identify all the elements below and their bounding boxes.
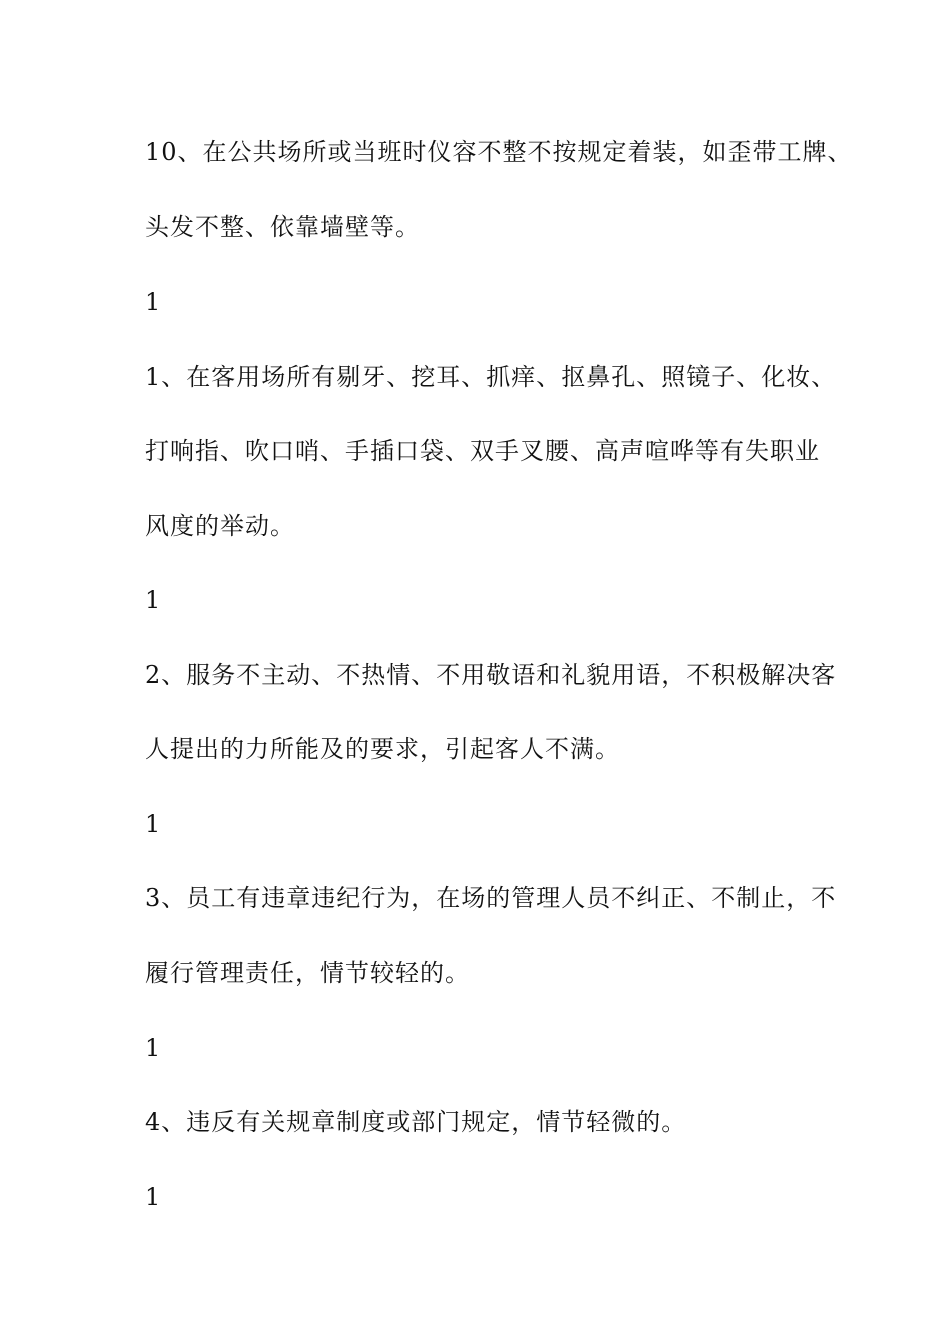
item-1-line-1: 1、在客用场所有剔牙、挖耳、抓痒、抠鼻孔、照镜子、化妆、 — [145, 363, 837, 391]
item-10-line-1: 10、在公共场所或当班时仪容不整不按规定着装，如歪带工牌、 — [145, 138, 853, 166]
item-1-line-3: 风度的举动。 — [145, 512, 295, 540]
score-number: 1 — [145, 1034, 161, 1062]
item-3-line-1: 3、员工有违章违纪行为，在场的管理人员不纠正、不制止，不 — [145, 884, 837, 912]
item-3-line-2: 履行管理责任，情节较轻的。 — [145, 959, 470, 987]
score-number: 1 — [145, 1183, 161, 1211]
item-2-line-2: 人提出的力所能及的要求，引起客人不满。 — [145, 735, 620, 763]
item-2-line-1: 2、服务不主动、不热情、不用敬语和礼貌用语，不积极解决客 — [145, 661, 837, 689]
item-4-line-1: 4、违反有关规章制度或部门规定，情节轻微的。 — [145, 1108, 687, 1136]
score-number: 1 — [145, 810, 161, 838]
item-1-line-2: 打响指、吹口哨、手插口袋、双手叉腰、高声喧哗等有失职业 — [145, 437, 820, 465]
item-10-line-2: 头发不整、依靠墙壁等。 — [145, 213, 420, 241]
score-number: 1 — [145, 586, 161, 614]
score-number: 1 — [145, 288, 161, 316]
